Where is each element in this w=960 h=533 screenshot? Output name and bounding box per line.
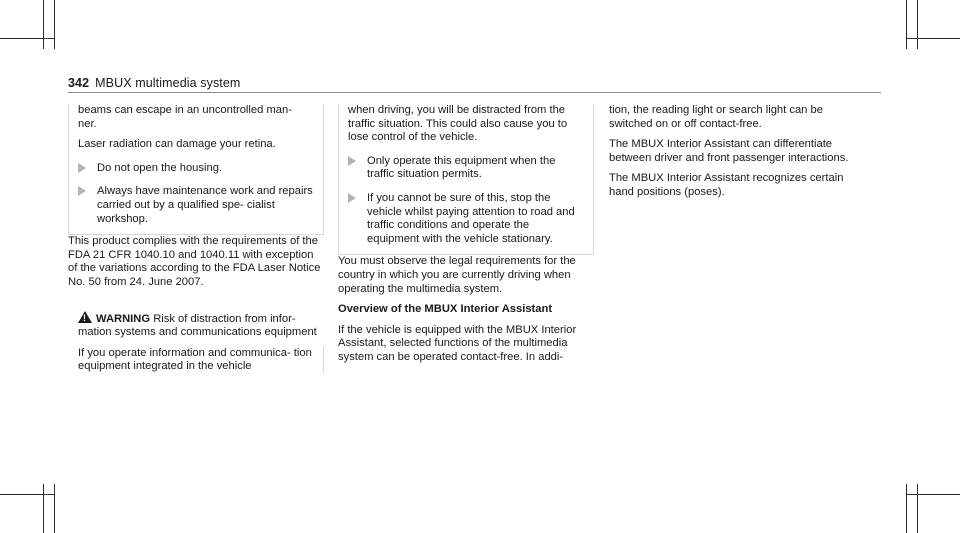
paragraph: The MBUX Interior Assistant recognizes certain hand positions (poses). xyxy=(609,172,844,198)
box-text: when driving, you will be distracted from the traffic situation. This could also cause you to lose control of the vehicle. xyxy=(348,104,568,144)
column-middle xyxy=(338,104,594,372)
box-text: Laser radiation can damage your retina. xyxy=(78,138,276,151)
triangle-bullet-icon xyxy=(348,193,356,203)
page-number: 342 xyxy=(68,76,90,90)
box-text: beams can escape in an uncontrolled man- xyxy=(78,104,292,116)
triangle-bullet-icon xyxy=(348,156,356,166)
column-left xyxy=(68,104,324,381)
paragraph: The MBUX Interior Assistant can differentiate between driver and front passenger interactions. xyxy=(609,138,849,164)
triangle-bullet-icon xyxy=(78,186,86,196)
page-header xyxy=(68,76,240,90)
list-item: Always have maintenance work and repairs carried out by a qualified spe- cialist workshop. xyxy=(78,185,313,226)
crop-mark xyxy=(0,494,54,495)
crop-mark xyxy=(54,0,55,49)
section-title: Overview of the MBUX Interior Assistant xyxy=(338,303,553,316)
triangle-bullet-icon xyxy=(78,163,86,173)
box-text: ner. xyxy=(78,117,97,130)
column-right xyxy=(609,104,865,207)
crop-mark xyxy=(906,0,907,49)
list-item: Do not open the housing. xyxy=(78,162,313,176)
warning-intro: Risk of distraction from infor- mation systems and communications equipment xyxy=(78,312,317,339)
crop-mark xyxy=(43,484,44,533)
warning-label: WARNING xyxy=(96,312,151,325)
crop-mark xyxy=(917,0,918,49)
header-divider xyxy=(68,92,881,93)
warning-box xyxy=(68,347,324,374)
warning-body: If you operate information and communica- tion equipment integrated in the vehicle xyxy=(78,346,312,373)
crop-mark xyxy=(0,38,54,39)
page-title: MBUX multimedia system xyxy=(95,76,241,90)
laser-warning-box xyxy=(68,104,324,235)
warning-heading xyxy=(68,310,324,340)
list-item: If you cannot be sure of this, stop the vehicle whilst paying attention to road and traffic conditions and operate the equipment with the vehicle stationary. xyxy=(348,192,583,246)
crop-mark xyxy=(917,484,918,533)
crop-mark xyxy=(906,494,960,495)
section-body: If the vehicle is equipped with the MBUX Interior Assistant, selected functions of the multimedia system can be operated contact-free. In addi- xyxy=(338,323,577,363)
legal-text: You must observe the legal requirements for the country in which you are currently driving when operating the multimedia system. xyxy=(338,255,576,295)
compliance-text: This product complies with the requirements of the FDA 21 CFR 1040.10 and 1040.11 with exception of the variations according to the FDA Laser Notice No. 50 from 24. June 2007. xyxy=(68,235,321,288)
crop-mark xyxy=(906,38,960,39)
distraction-warning-box xyxy=(338,104,594,255)
crop-mark xyxy=(54,484,55,533)
list-item: Only operate this equipment when the traffic situation permits. xyxy=(348,155,583,182)
paragraph: tion, the reading light or search light can be switched on or off contact-free. xyxy=(609,104,823,130)
warning-triangle-icon xyxy=(78,311,92,323)
crop-mark xyxy=(43,0,44,49)
crop-mark xyxy=(906,484,907,533)
